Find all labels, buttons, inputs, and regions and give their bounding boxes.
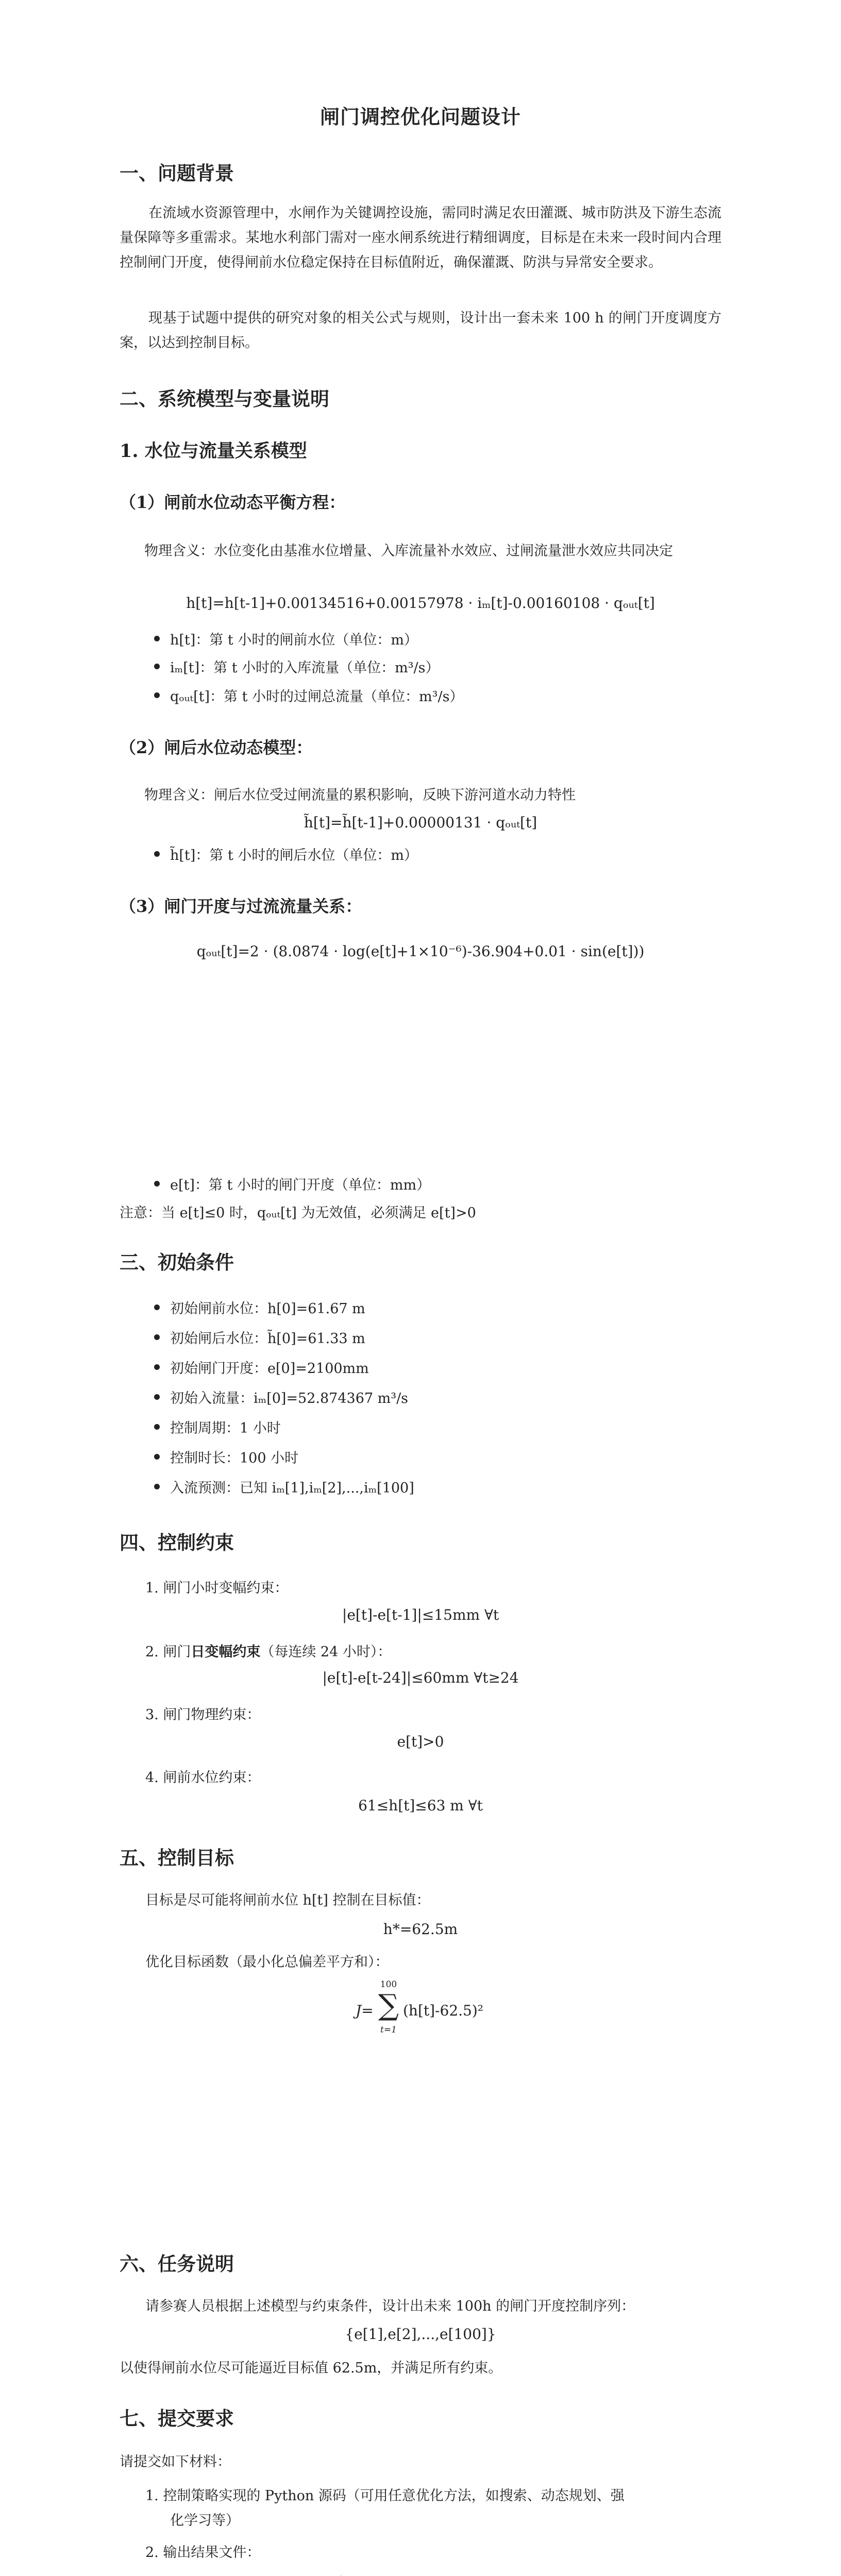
- submission-intro: 请提交如下材料：: [120, 2454, 231, 2470]
- model-2-var-htilde: h̃[t]：第 t 小时的闸后水位（单位：m）: [170, 844, 418, 864]
- section-heading-initial: 三、初始条件: [120, 1251, 234, 1274]
- model-3-formula: qₒᵤₜ[t]=2 · (8.0874 · log(e[t]+1×10⁻⁶)-36.904+0.01 · sin(e[t])): [196, 943, 645, 960]
- model-2-heading: （2）闸后水位动态模型：: [120, 738, 313, 757]
- initial-inflow: 初始入流量：iₘ[0]=52.874367 m³/s: [170, 1387, 408, 1407]
- constraint-4-formula: 61≤h[t]≤63 m ∀t: [358, 1797, 483, 1814]
- constraint-1-formula: |e[t]-e[t-1]|≤15mm ∀t: [342, 1606, 499, 1623]
- model-1-var-qout: qₒᵤₜ[t]：第 t 小时的过闸总流量（单位：m³/s）: [170, 685, 463, 705]
- inflow-forecast: 入流预测：已知 iₘ[1],iₘ[2],...,iₘ[100]: [170, 1477, 414, 1497]
- objective-J: J=: [356, 2002, 374, 2019]
- task-description: 请参赛人员根据上述模型与约束条件，设计出未来 100h 的闸门开度控制序列：: [145, 2298, 635, 2314]
- model-1-formula: h[t]=h[t-1]+0.00134516+0.00157978 · iₘ[t]-0.00160108 · qₒᵤₜ[t]: [186, 595, 655, 612]
- objective-function-formula: [356, 1979, 510, 2041]
- model-3-var-e: e[t]：第 t 小时的闸门开度（单位：mm）: [170, 1174, 430, 1194]
- sum-sigma-icon: ∑: [378, 1989, 399, 2022]
- initial-downstream-level: 初始闸后水位：h̃[0]=61.33 m: [170, 1327, 365, 1347]
- sum-lower-bound: t=1: [380, 2025, 397, 2035]
- subsection-heading-water-flow: 1. 水位与流量关系模型: [120, 440, 307, 462]
- submission-sub-gate: [220, 2572, 378, 2576]
- section-heading-task: 六、任务说明: [120, 2252, 234, 2275]
- control-period: 控制周期：1 小时: [170, 1417, 281, 1437]
- submission-item-1: 1. 控制策略实现的 Python 源码（可用任意优化方法，如搜索、动态规划、强: [145, 2488, 625, 2504]
- constraint-3-formula: e[t]>0: [397, 1733, 444, 1750]
- constraint-2-label: [145, 1640, 391, 1660]
- task-goal: 以使得闸前水位尽可能逼近目标值 62.5m，并满足所有约束。: [120, 2360, 502, 2376]
- constraint-4-label: 4. 闸前水位约束：: [145, 1770, 261, 1786]
- model-2-formula: h̃[t]=h̃[t-1]+0.00000131 · qₒᵤₜ[t]: [304, 814, 537, 831]
- initial-upstream-level: 初始闸前水位：h[0]=61.67 m: [170, 1297, 365, 1317]
- section-heading-submission: 七、提交要求: [120, 2407, 234, 2430]
- constraint-2-label-a: 2. 闸门: [145, 1644, 191, 1660]
- model-3-note: 注意：当 e[t]≤0 时，qₒᵤₜ[t] 为无效值，必须满足 e[t]>0: [120, 1205, 476, 1221]
- section-heading-model: 二、系统模型与变量说明: [120, 387, 329, 410]
- model-1-var-in: iₘ[t]：第 t 小时的入库流量（单位：m³/s）: [170, 656, 440, 676]
- model-1-var-h: h[t]：第 t 小时的闸前水位（单位：m）: [170, 629, 418, 649]
- objective-function-intro: 优化目标函数（最小化总偏差平方和）：: [145, 1954, 389, 1970]
- background-paragraph: 在流域水资源管理中，水闸作为关键调控设施，需同时满足农田灌溉、城市防洪及下游生态流量保障等多重需求。某地水利部门需对一座水闸系统进行精细调度，目标是在未来一段时间内合理控制闸门开度，使得闸前水位稳定保持在目标值附近，确保灌溉、防洪与异常安全要求。: [120, 205, 721, 270]
- task-sequence: {e[1],e[2],...,e[100]}: [345, 2326, 496, 2343]
- section-heading-background: 一、问题背景: [120, 162, 234, 184]
- objective-target: h*=62.5m: [383, 1921, 458, 1938]
- constraint-2-label-bold: 日变幅约束: [191, 1644, 261, 1660]
- task-intro-paragraph: 现基于试题中提供的研究对象的相关公式与规则，设计出一套未来 100 h 的闸门开度调度方案，以达到控制目标。: [120, 310, 721, 351]
- section-heading-constraints: 四、控制约束: [120, 1531, 234, 1554]
- control-duration: 控制时长：100 小时: [170, 1447, 298, 1467]
- model-1-heading: （1）闸前水位动态平衡方程：: [120, 493, 346, 512]
- model-2-description: 物理含义：闸后水位受过闸流量的累积影响，反映下游河道水动力特性: [144, 787, 576, 803]
- constraint-2-formula: |e[t]-e[t-24]|≤60mm ∀t≥24: [322, 1669, 519, 1686]
- sum-term: (h[t]-62.5)²: [403, 2002, 484, 2019]
- sum-upper-bound: 100: [380, 1979, 397, 1990]
- initial-gate-opening: 初始闸门开度：e[0]=2100mm: [170, 1357, 369, 1377]
- constraint-2-label-c: （每连续 24 小时）：: [260, 1644, 392, 1660]
- constraint-1-label: 1. 闸门小时变幅约束：: [145, 1580, 289, 1596]
- section-heading-objective: 五、控制目标: [120, 1846, 234, 1869]
- constraint-3-label: 3. 闸门物理约束：: [145, 1707, 261, 1723]
- page-title: 闸门调控优化问题设计: [319, 105, 521, 128]
- submission-item-1-cont: 化学习等）: [170, 2513, 240, 2529]
- model-1-description: 物理含义：水位变化由基准水位增量、入库流量补水效应、过闸流量泄水效应共同决定: [144, 543, 673, 559]
- model-3-heading: （3）闸门开度与过流流量关系：: [120, 896, 362, 916]
- objective-intro: 目标是尽可能将闸前水位 h[t] 控制在目标值：: [145, 1892, 430, 1908]
- submission-item-2: 2. 输出结果文件：: [145, 2545, 261, 2561]
